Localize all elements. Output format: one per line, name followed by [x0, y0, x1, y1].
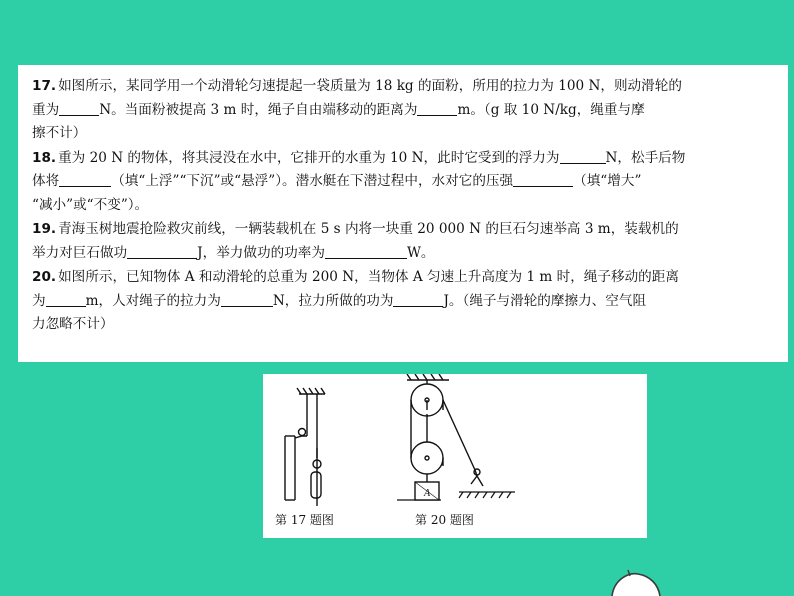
question-text: W。	[406, 244, 435, 261]
figure-20-diagram	[397, 374, 567, 510]
question-text: m。（g 取 10 N/kg，绳重与摩	[457, 101, 645, 118]
answer-blank[interactable]	[393, 292, 443, 307]
object-a-label: A	[423, 488, 431, 499]
answer-blank[interactable]	[417, 101, 457, 116]
question-text: 举力对巨石做功	[32, 244, 128, 261]
question-text: 如图所示，某同学用一个动滑轮匀速提起一袋质量为 18 kg 的面粉，所用的拉力为 100 N，则动滑轮的	[58, 78, 682, 94]
question-text: m，人对绳子的拉力为	[85, 292, 221, 309]
question-number: 18.	[32, 149, 57, 166]
question-text: J，举力做功的功率为	[197, 244, 325, 261]
question-text: “减小”或“不变”）。	[32, 196, 149, 213]
question-18	[32, 147, 774, 218]
question-text: N，拉力所做的功为	[272, 292, 394, 309]
question-text: 重为 20 N 的物体，将其浸没在水中，它排开的水重为 10 N，此时它受到的浮力为	[58, 149, 560, 166]
question-panel	[18, 65, 788, 362]
question-text: （填“增大”	[573, 173, 642, 189]
question-text: 擦不计）	[32, 125, 87, 141]
question-text: 重为	[32, 101, 60, 118]
question-17	[32, 75, 774, 146]
figure-17-diagram	[273, 376, 393, 506]
question-text: 青海玉树地震抢险救灾前线，一辆装载机在 5 s 内将一块重 20 000 N 的巨石匀速举高 3 m，装载机的	[58, 221, 679, 237]
answer-blank[interactable]	[59, 101, 99, 116]
answer-blank[interactable]	[127, 244, 197, 259]
figure-17-caption: 第 17 题图	[275, 513, 334, 527]
question-text: N，松手后物	[605, 149, 686, 166]
figure-panel	[263, 374, 647, 538]
question-20	[32, 266, 774, 337]
question-text: 体将	[32, 173, 60, 189]
answer-blank[interactable]	[513, 172, 573, 187]
question-text: N。当面粉被提高 3 m 时，绳子自由端移动的距离为	[99, 101, 418, 118]
question-text: 力忽略不计）	[32, 316, 114, 332]
answer-blank[interactable]	[221, 292, 273, 307]
corner-decoration-icon	[606, 568, 666, 596]
question-number: 17.	[32, 78, 57, 94]
answer-blank[interactable]	[560, 149, 606, 164]
figure-20-caption: 第 20 题图	[415, 513, 474, 527]
answer-blank[interactable]	[46, 292, 86, 307]
question-text: 如图所示，已知物体 A 和动滑轮的总重为 200 N，当物体 A 匀速上升高度为 1 m 时，绳子移动的距离	[58, 269, 679, 285]
question-number: 20.	[32, 269, 57, 285]
question-19	[32, 218, 774, 265]
answer-blank[interactable]	[325, 244, 407, 259]
question-text: J。（绳子与滑轮的摩擦力、空气阻	[443, 292, 647, 309]
question-text: 为	[32, 292, 46, 309]
answer-blank[interactable]	[59, 172, 111, 187]
question-number: 19.	[32, 221, 57, 237]
question-text: （填“上浮”“下沉”或“悬浮”）。潜水艇在下潜过程中，水对它的压强	[111, 173, 514, 189]
